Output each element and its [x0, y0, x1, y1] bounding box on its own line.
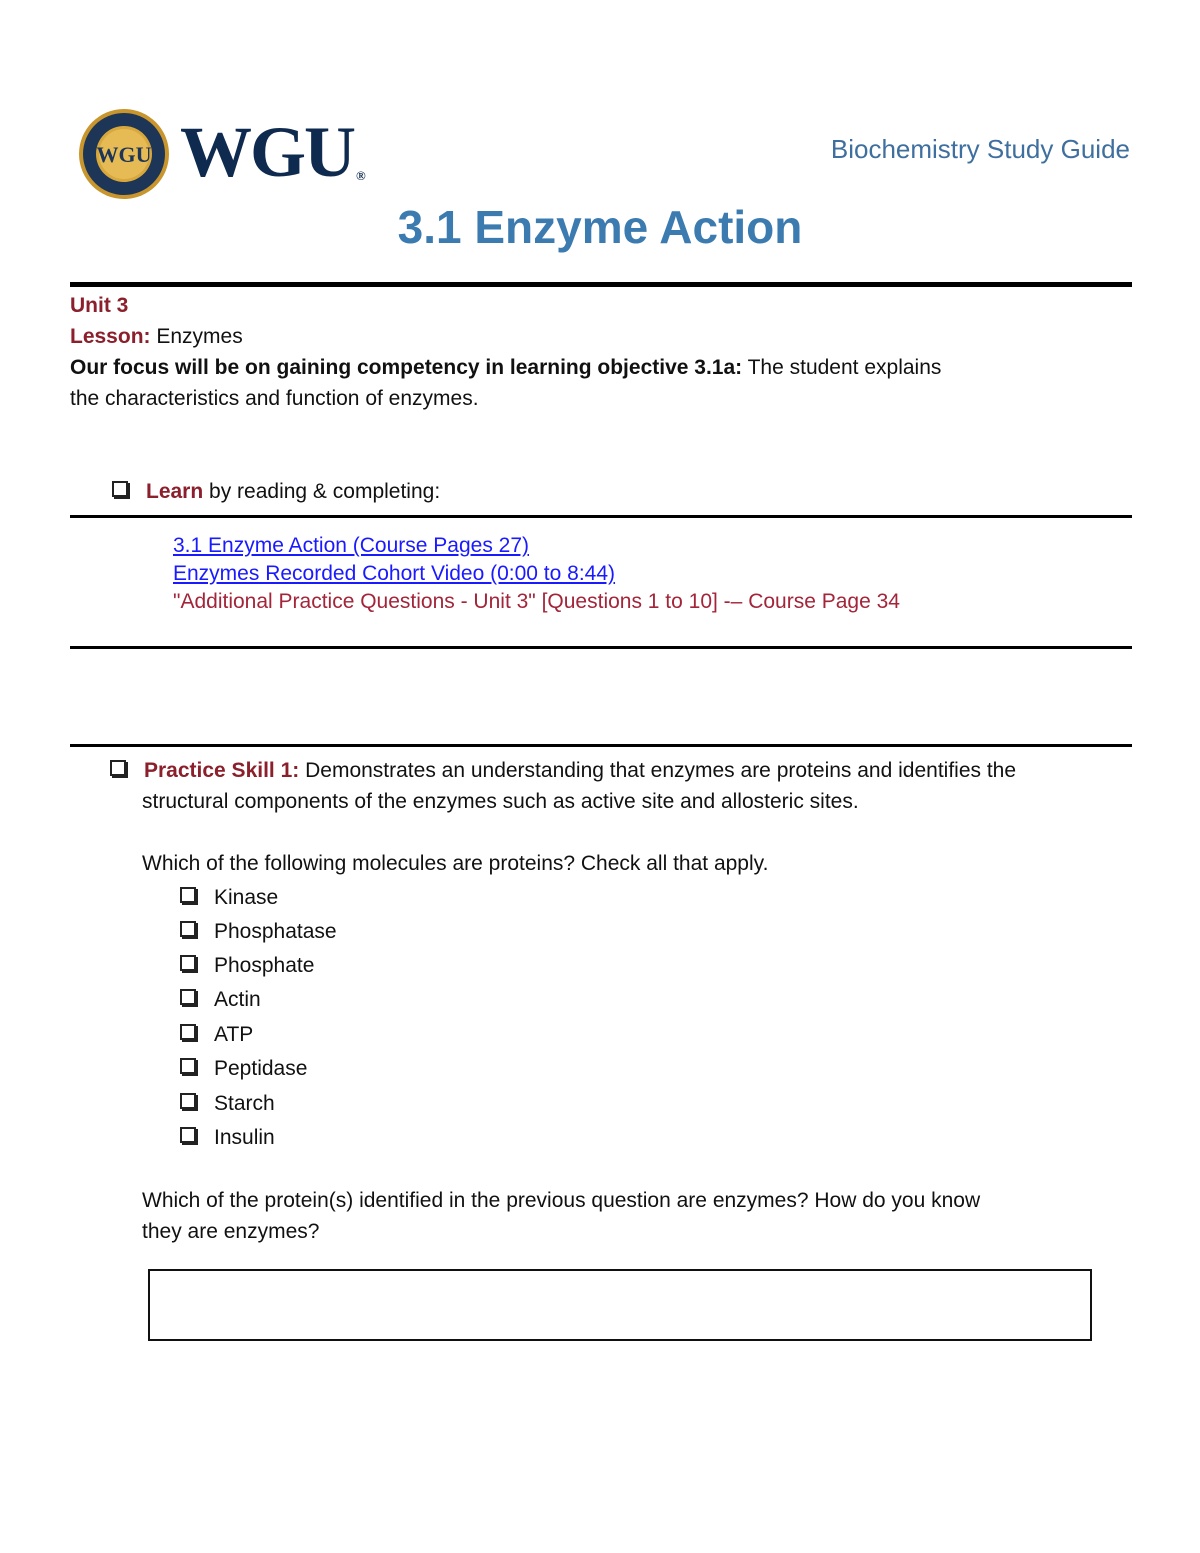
option-kinase[interactable]: Kinase	[180, 883, 278, 913]
option-starch[interactable]: Starch	[180, 1089, 275, 1119]
seal-letters: WGU	[96, 142, 152, 167]
additional-practice-reference: "Additional Practice Questions - Unit 3" [Questions 1 to 10] -– Course Page 34	[173, 590, 900, 613]
focus-bold: Our focus will be on gaining competency in learning objective 3.1a:	[70, 356, 743, 379]
checkbox-icon[interactable]	[180, 1127, 196, 1143]
learn-divider-top	[70, 515, 1132, 518]
question-enzymes-line1: Which of the protein(s) identified in the previous question are enzymes? How do you know	[142, 1189, 981, 1212]
lesson-value: Enzymes	[150, 325, 243, 348]
option-phosphate[interactable]: Phosphate	[180, 951, 314, 981]
option-peptidase[interactable]: Peptidase	[180, 1054, 307, 1084]
option-actin[interactable]: Actin	[180, 985, 261, 1015]
page-title: 3.1 Enzyme Action	[397, 201, 803, 253]
practice-text-2: structural components of the enzymes such as active site and allosteric sites.	[142, 790, 859, 813]
link-enzymes-cohort-video[interactable]: Enzymes Recorded Cohort Video (0:00 to 8:44)	[173, 562, 616, 585]
lesson-line	[70, 321, 243, 352]
option-insulin[interactable]: Insulin	[180, 1123, 275, 1153]
answer-text-box[interactable]	[148, 1269, 1092, 1341]
checkbox-icon[interactable]	[180, 921, 196, 937]
question-enzymes-line2: they are enzymes?	[142, 1220, 320, 1243]
focus-statement	[70, 352, 1070, 414]
checkbox-icon[interactable]	[180, 955, 196, 971]
learn-item	[112, 476, 440, 507]
study-guide-title: Biochemistry Study Guide	[830, 134, 1130, 164]
checkbox-icon[interactable]	[180, 887, 196, 903]
checkbox-icon[interactable]	[180, 989, 196, 1005]
option-atp[interactable]: ATP	[180, 1020, 253, 1050]
link-enzyme-action-course-pages[interactable]: 3.1 Enzyme Action (Course Pages 27)	[173, 534, 530, 557]
lesson-label: Lesson:	[70, 325, 151, 348]
question-proteins: Which of the following molecules are proteins? Check all that apply.	[142, 852, 769, 875]
learn-divider-bottom	[70, 646, 1132, 649]
checkbox-learn[interactable]	[112, 481, 128, 497]
wgu-wordmark-logo: WGU ®	[180, 112, 366, 192]
question-enzymes	[142, 1185, 1132, 1247]
focus-text-2: the characteristics and function of enzymes.	[70, 387, 479, 410]
unit-label: Unit 3	[70, 294, 129, 317]
wgu-seal-logo	[78, 108, 170, 200]
learn-label: Learn	[146, 480, 204, 503]
title-divider	[70, 282, 1132, 287]
registered-mark: ®	[356, 168, 366, 183]
learn-text: by reading & completing:	[203, 480, 441, 503]
checkbox-icon[interactable]	[180, 1058, 196, 1074]
checkbox-icon[interactable]	[180, 1093, 196, 1109]
practice-label: Practice Skill 1:	[144, 759, 300, 782]
practice-divider-top	[70, 744, 1132, 747]
option-phosphatase[interactable]: Phosphatase	[180, 917, 337, 947]
focus-text-1: The student explains	[742, 356, 942, 379]
checkbox-practice-skill-1[interactable]	[110, 760, 126, 776]
practice-skill-heading	[110, 755, 1130, 817]
checkbox-icon[interactable]	[180, 1024, 196, 1040]
practice-text-1: Demonstrates an understanding that enzymes are proteins and identifies the	[299, 759, 1017, 782]
learn-resources	[173, 532, 900, 616]
